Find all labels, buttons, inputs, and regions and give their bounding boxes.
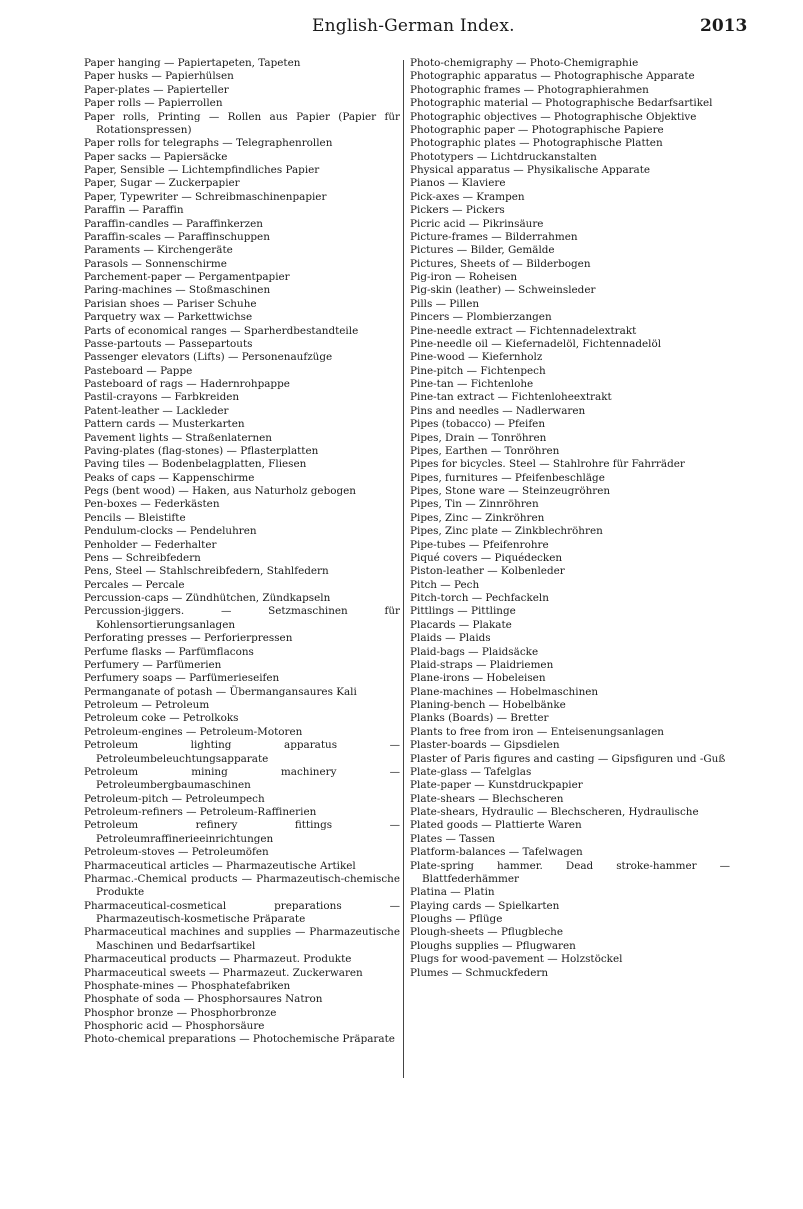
index-entry: Percales — Percale [84,578,185,591]
index-entry: Paper husks — Papierhülsen [84,70,234,83]
index-entry: Planks (Boards) — Bretter [410,712,549,725]
index-entry: Phosphate of soda — Phosphorsaures Natron [84,993,323,1006]
index-entry: Picric acid — Pikrinsäure [410,217,544,230]
index-entry: Plaster-boards — Gipsdielen [410,739,560,752]
index-entry: Pine-needle oil — Kiefernadelöl, Fichtennadelöl [410,337,662,350]
index-entry: Petroleum-pitch — Petroleumpech [84,792,265,805]
index-entry: Pharmac.-Chemical products — Pharmazeutisch-chemische Produkte [84,872,400,899]
index-entry: Pharmaceutical-cosmetical preparations — Pharmazeutisch-kosmetische Präparate [84,899,400,925]
index-entry: Petroleum-engines — Petroleum-Motoren [84,725,303,738]
page-header [0,16,803,40]
index-entry: Paper, Typewriter — Schreibmaschinenpapier [84,190,327,203]
index-entry: Pills — Pillen [410,297,480,310]
index-entry: Plate-shears, Hydraulic — Blechscheren, Hydraulische [410,806,699,818]
index-entry: Pins and needles — Nadlerwaren [410,404,586,417]
index-entry: Pipe-tubes — Pfeifenrohre [410,538,549,551]
index-entry: Pharmaceutical machines and supplies — Pharmazeutische Maschinen und Bedarfsartikel [84,926,400,952]
index-entry: Pens, Steel — Stahlschreibfedern, Stahlfedern [84,565,329,578]
index-entry: Photographic apparatus — Photographische Apparate [410,70,695,83]
index-entry: Petroleum coke — Petrolkoks [84,712,239,725]
index-entry: Photographic frames — Photographierahmen [410,83,649,96]
index-entry: Phototypers — Lichtdruckanstalten [410,150,597,163]
index-entry: Pharmaceutical products — Pharmazeut. Produkte [84,953,352,966]
index-entry: Pianos — Klaviere [410,177,506,190]
index-entry: Pegs (bent wood) — Haken, aus Naturholz gebogen [84,485,356,497]
index-entry: Ploughs — Pflüge [410,913,503,925]
index-entry: Paraffin-scales — Paraffinschuppen [84,230,270,243]
index-entry: Phosphor bronze — Phosphorbronze [84,1006,277,1019]
index-entry: Plants to free from iron — Enteisenungsanlagen [410,725,664,738]
index-entry: Pine-needle extract — Fichtennadelextrakt [410,324,637,337]
index-entry: Percussion-caps — Zündhütchen, Zündkapseln [84,592,331,604]
index-entry: Paper sacks — Papiersäcke [84,150,228,163]
index-entry: Parasols — Sonnenschirme [84,257,227,270]
index-entry: Pickers — Pickers [410,204,505,217]
index-entry: Pavement lights — Straßenlaternen [84,431,272,444]
index-entry: Pasteboard — Pappe [84,364,193,377]
index-entry: Pick-axes — Krampen [410,190,525,203]
index-entry: Paraments — Kirchengeräte [84,244,233,257]
index-entry: Pine-pitch — Fichtenpech [410,364,546,377]
index-entry: Paving-plates (flag-stones) — Pflasterplatten [84,444,319,457]
index-entry: Pine-tan — Fichtenlohe [410,378,534,390]
index-entry: Paving tiles — Bodenbelagplatten, Fliesen [84,458,307,471]
index-entry: Pencils — Bleistifte [84,511,186,524]
index-entry: Pine-wood — Kiefernholz [410,351,543,364]
index-entry: Percussion-jiggers. — Setzmaschinen für Kohlensortierungsanlagen [84,605,400,631]
index-entry: Paper, Sugar — Zuckerpapier [84,177,240,190]
index-entry: Petroleum-refiners — Petroleum-Raffinerien [84,806,317,818]
index-entry: Plated goods — Plattierte Waren [410,819,582,832]
index-entry: Plaid-bags — Plaidsäcke [410,645,539,658]
index-entry: Passe-partouts — Passepartouts [84,337,253,350]
index-entry: Pipes, Drain — Tonröhren [410,431,547,444]
index-entry: Petroleum lighting apparatus — Petroleumbeleuchtungsapparate [84,739,400,765]
index-entry: Peaks of caps — Kappenschirme [84,471,255,484]
index-entry: Paper, Sensible — Lichtempfindliches Papier [84,164,320,176]
index-entry: Pipes, Zinc plate — Zinkblechröhren [410,525,603,538]
index-entry: Physical apparatus — Physikalische Apparate [410,164,651,176]
index-entry: Photo-chemigraphy — Photo-Chemigraphie [410,57,639,69]
index-entry: Plane-machines — Hobelmaschinen [410,685,599,698]
index-entry: Petroleum mining machinery — Petroleumbergbaumaschinen [84,765,400,792]
index-column-right [410,57,730,980]
index-entry: Paper rolls — Papierrollen [84,97,223,110]
index-entry: Paraffin-candles — Paraffinkerzen [84,217,263,230]
index-entry: Perforating presses — Perforierpressen [84,632,293,645]
index-entry: Photo-chemical preparations — Photochemische Präparate [84,1033,395,1046]
index-entry: Pictures, Sheets of — Bilderbogen [410,257,591,270]
index-entry: Paper rolls, Printing — Rollen aus Papier (Papier für Rotationspressen) [84,110,400,136]
index-entry: Perfumery soaps — Parfümerieseifen [84,672,280,685]
index-entry: Parts of economical ranges — Sparherdbestandteile [84,324,359,337]
index-entry: Perfumery — Parfümerien [84,658,222,671]
index-entry: Pine-tan extract — Fichtenloheextrakt [410,391,612,404]
index-entry: Pipes, Stone ware — Steinzeugröhren [410,485,611,497]
index-entry: Pastil-crayons — Farbkreiden [84,391,240,404]
index-entry: Pincers — Plombierzangen [410,311,552,324]
index-entry: Plugs for wood-pavement — Holzstöckel [410,953,623,966]
index-entry: Phosphate-mines — Phosphatefabriken [84,979,291,992]
index-entry: Platform-balances — Tafelwagen [410,846,583,859]
index-entry: Plumes — Schmuckfedern [410,966,549,979]
index-entry: Parisian shoes — Pariser Schuhe [84,297,257,310]
index-entry: Planing-bench — Hobelbänke [410,699,566,711]
index-column-left [84,57,400,1047]
index-entry: Parchement-paper — Pergamentpapier [84,271,290,283]
index-entry: Pig-skin (leather) — Schweinsleder [410,284,596,297]
index-entry: Paper-plates — Papierteller [84,83,229,96]
index-entry: Pitch-torch — Pechfackeln [410,592,549,604]
page-title: English-German Index. [312,16,515,36]
index-entry: Pharmaceutical articles — Pharmazeutische Artikel [84,859,356,872]
index-entry: Photographic plates — Photographische Platten [410,137,663,150]
index-entry: Pens — Schreibfedern [84,551,201,564]
index-entry: Plough-sheets — Pflugbleche [410,926,563,939]
index-entry: Pattern cards — Musterkarten [84,418,245,431]
index-entry: Penholder — Federhalter [84,538,217,551]
index-entry: Piston-leather — Kolbenleder [410,565,565,578]
index-entry: Piqué covers — Piquédecken [410,551,563,564]
index-entry: Pipes, Zinc — Zinkröhren [410,511,545,524]
index-entry: Playing cards — Spielkarten [410,899,560,912]
page-number: 2013 [700,16,748,36]
index-entry: Plates — Tassen [410,832,495,845]
index-entry: Paraffin — Paraffin [84,204,184,217]
index-entry: Paring-machines — Stoßmaschinen [84,284,271,297]
index-entry: Plate-paper — Kunstdruckpapier [410,779,583,792]
index-entry: Ploughs supplies — Pflugwaren [410,939,576,952]
column-divider [403,60,404,1078]
index-entry: Pig-iron — Roheisen [410,271,518,283]
index-entry: Petroleum refinery fittings — Petroleumraffinerieeinrichtungen [84,819,400,845]
index-entry: Photographic objectives — Photographische Objektive [410,110,697,123]
index-entry: Petroleum-stoves — Petroleumöfen [84,846,269,859]
index-entry: Passenger elevators (Lifts) — Personenaufzüge [84,351,333,364]
index-entry: Paper rolls for telegraphs — Telegraphenrollen [84,137,333,150]
index-entry: Picture-frames — Bilderrahmen [410,230,578,243]
index-entry: Pendulum-clocks — Pendeluhren [84,525,257,538]
index-entry: Pipes, Earthen — Tonröhren [410,444,560,457]
index-entry: Pipes, Tin — Zinnröhren [410,498,539,511]
index-entry: Photographic material — Photographische Bedarfsartikel [410,97,713,110]
index-entry: Perfume flasks — Parfümflacons [84,645,254,658]
index-entry: Pitch — Pech [410,578,480,591]
index-entry: Platina — Platin [410,886,495,899]
index-entry: Placards — Plakate [410,618,512,631]
index-entry: Plaid-straps — Plaidriemen [410,658,554,671]
index-entry: Pipes, furnitures — Pfeifenbeschläge [410,471,605,484]
index-entry: Pictures — Bilder, Gemälde [410,244,555,257]
index-entry: Plaids — Plaids [410,632,491,645]
index-entry: Pen-boxes — Federkästen [84,498,220,511]
index-entry: Parquetry wax — Parkettwichse [84,311,253,324]
index-entry: Patent-leather — Lackleder [84,404,229,417]
index-entry: Permanganate of potash — Übermangansaures Kali [84,685,357,698]
index-entry: Plate-spring hammer. Dead stroke-hammer — Blattfederhämmer [410,859,730,885]
index-entry: Petroleum — Petroleum [84,699,210,711]
index-entry: Pasteboard of rags — Hadernrohpappe [84,378,290,390]
index-entry: Plate-shears — Blechscheren [410,792,564,805]
index-entry: Paper hanging — Papiertapeten, Tapeten [84,57,301,69]
index-entry: Pipes for bicycles. Steel — Stahlrohre für Fahrräder [410,458,685,471]
index-entry: Pharmaceutical sweets — Pharmazeut. Zuckerwaren [84,966,363,979]
index-entry: Plane-irons — Hobeleisen [410,672,546,685]
index-entry: Plate-glass — Tafelglas [410,765,532,778]
index-entry: Pittlings — Pittlinge [410,605,516,618]
index-entry: Plaster of Paris figures and casting — Gipsfiguren und -Guß [410,752,726,765]
index-entry: Photographic paper — Photographische Papiere [410,123,664,136]
index-entry: Phosphoric acid — Phosphorsäure [84,1020,265,1032]
index-entry: Pipes (tobacco) — Pfeifen [410,418,546,431]
